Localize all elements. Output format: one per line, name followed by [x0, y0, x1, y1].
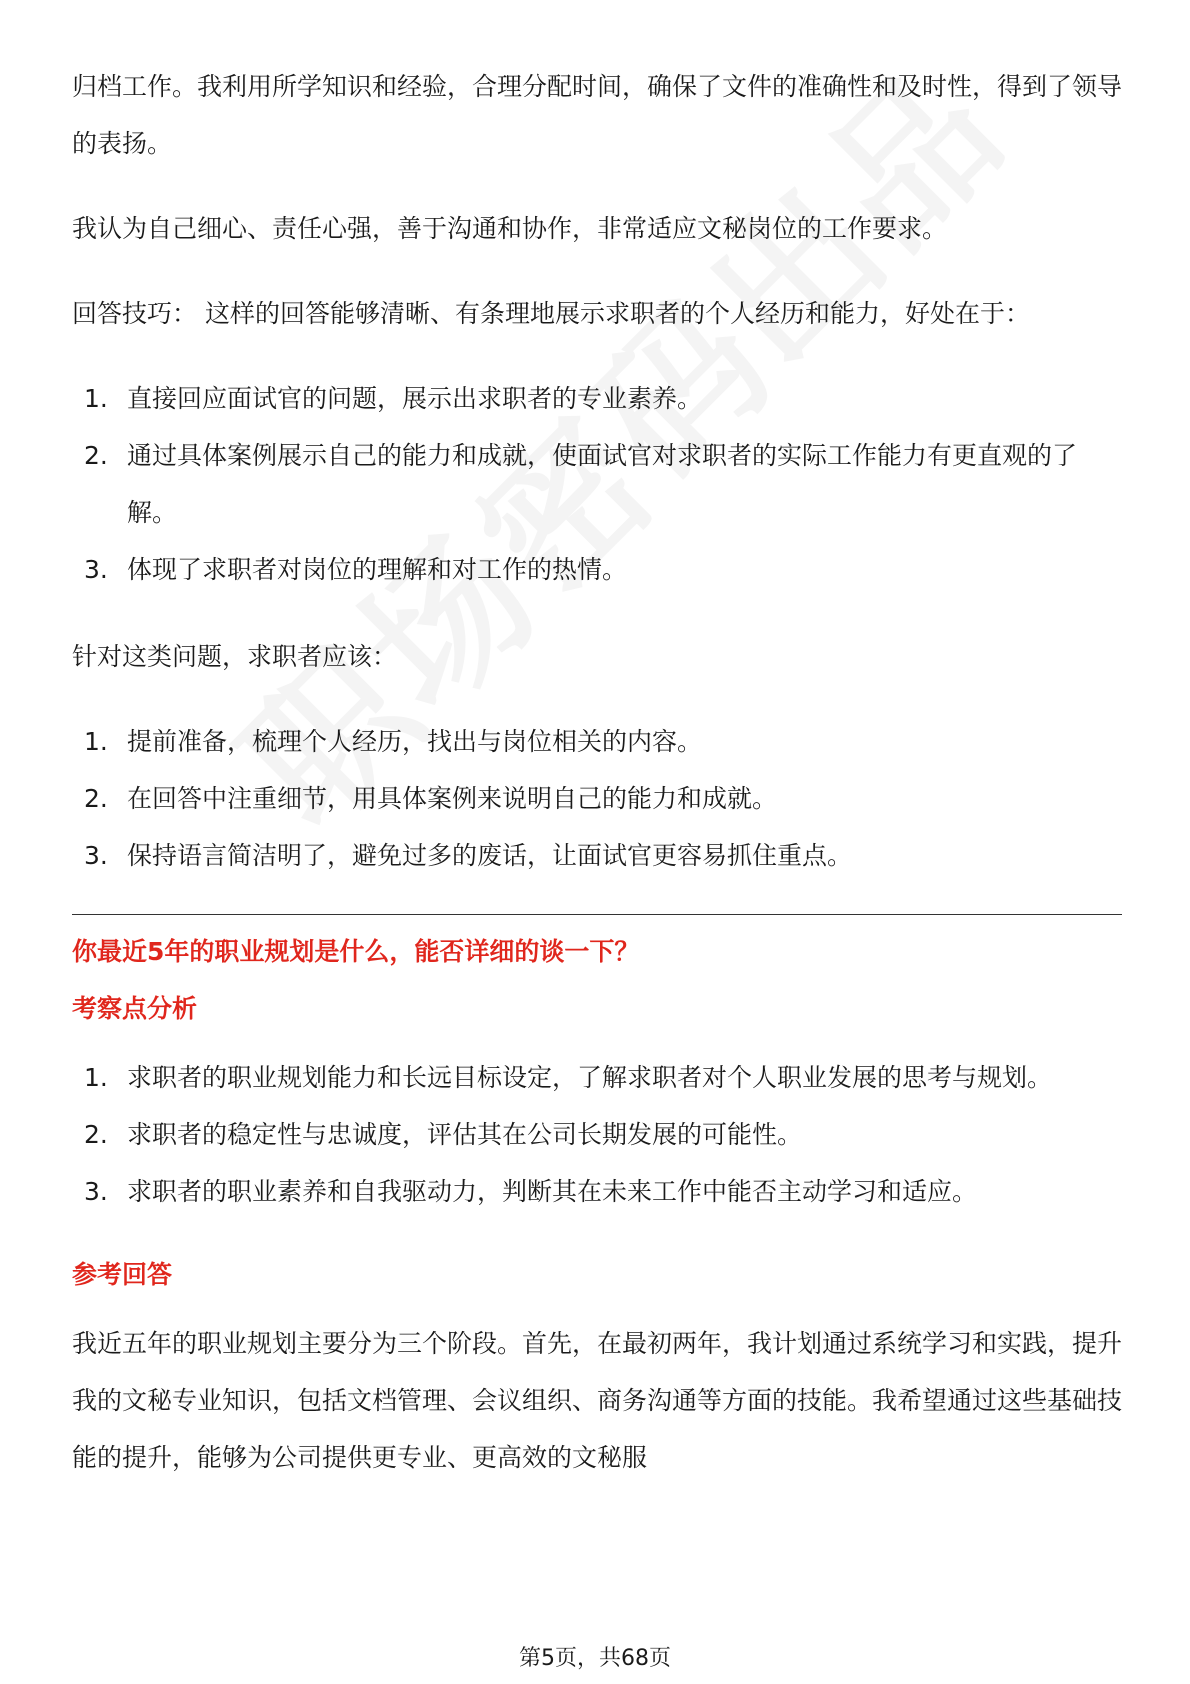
list-number: 1.: [84, 1063, 108, 1092]
list-number: 3.: [84, 841, 108, 870]
list-item: [72, 770, 1122, 827]
list-number: 2.: [84, 1120, 108, 1149]
reference-answer: 我近五年的职业规划主要分为三个阶段。首先，在最初两年，我计划通过系统学习和实践，提升我的文秘专业知识，包括文档管理、会议组织、商务沟通等方面的技能。我希望通过这些基础技能的提升，能够为公司提供更专业、更高效的文秘服: [72, 1329, 1123, 1472]
list-item: [72, 541, 1122, 598]
list-item-text: 求职者的职业规划能力和长远目标设定，了解求职者对个人职业发展的思考与规划。: [127, 1063, 1053, 1092]
list-item: [72, 370, 1122, 427]
paragraph-answer-tips: 回答技巧： 这样的回答能够清晰、有条理地展示求职者的个人经历和能力，好处在于：: [72, 299, 1030, 328]
list-item: [72, 713, 1122, 770]
list-number: 3.: [84, 555, 108, 584]
list-item-text: 求职者的职业素养和自我驱动力，判断其在未来工作中能否主动学习和适应。: [127, 1177, 978, 1206]
list-item-text: 提前准备，梳理个人经历，找出与岗位相关的内容。: [127, 727, 703, 756]
list-item-text: 直接回应面试官的问题，展示出求职者的专业素养。: [127, 384, 703, 413]
page-number: 第5页，共68页: [519, 1646, 671, 1671]
page-content: [72, 58, 1122, 1514]
list-item: [72, 1106, 1122, 1163]
advice-list: [72, 713, 1122, 884]
list-item-text: 通过具体案例展示自己的能力和成就，使面试官对求职者的实际工作能力有更直观的了解。: [127, 441, 1078, 527]
list-item: [72, 1049, 1122, 1106]
list-item: [72, 1163, 1122, 1220]
analysis-list: [72, 1049, 1122, 1220]
paragraph-self-assessment: 我认为自己细心、责任心强，善于沟通和协作，非常适应文秘岗位的工作要求。: [72, 214, 948, 243]
list-number: 1.: [84, 727, 108, 756]
list-item: [72, 827, 1122, 884]
section-divider: [72, 914, 1122, 915]
list-item-text: 在回答中注重细节，用具体案例来说明自己的能力和成就。: [127, 784, 778, 813]
list-item: [72, 427, 1122, 541]
list-item-text: 体现了求职者对岗位的理解和对工作的热情。: [127, 555, 628, 584]
list-item-text: 求职者的稳定性与忠诚度，评估其在公司长期发展的可能性。: [127, 1120, 803, 1149]
advice-intro: 针对这类问题，求职者应该：: [72, 642, 398, 671]
benefits-list: [72, 370, 1122, 598]
list-number: 2.: [84, 441, 108, 470]
analysis-heading: 考察点分析: [72, 994, 198, 1023]
list-item-text: 保持语言简洁明了，避免过多的废话，让面试官更容易抓住重点。: [127, 841, 853, 870]
reference-heading: 参考回答: [72, 1260, 173, 1289]
list-number: 2.: [84, 784, 108, 813]
paragraph-continuation: 归档工作。我利用所学知识和经验，合理分配时间，确保了文件的准确性和及时性，得到了领导的表扬。: [72, 72, 1123, 158]
list-number: 3.: [84, 1177, 108, 1206]
interview-question: 你最近5年的职业规划是什么，能否详细的谈一下？: [72, 937, 640, 966]
list-number: 1.: [84, 384, 108, 413]
